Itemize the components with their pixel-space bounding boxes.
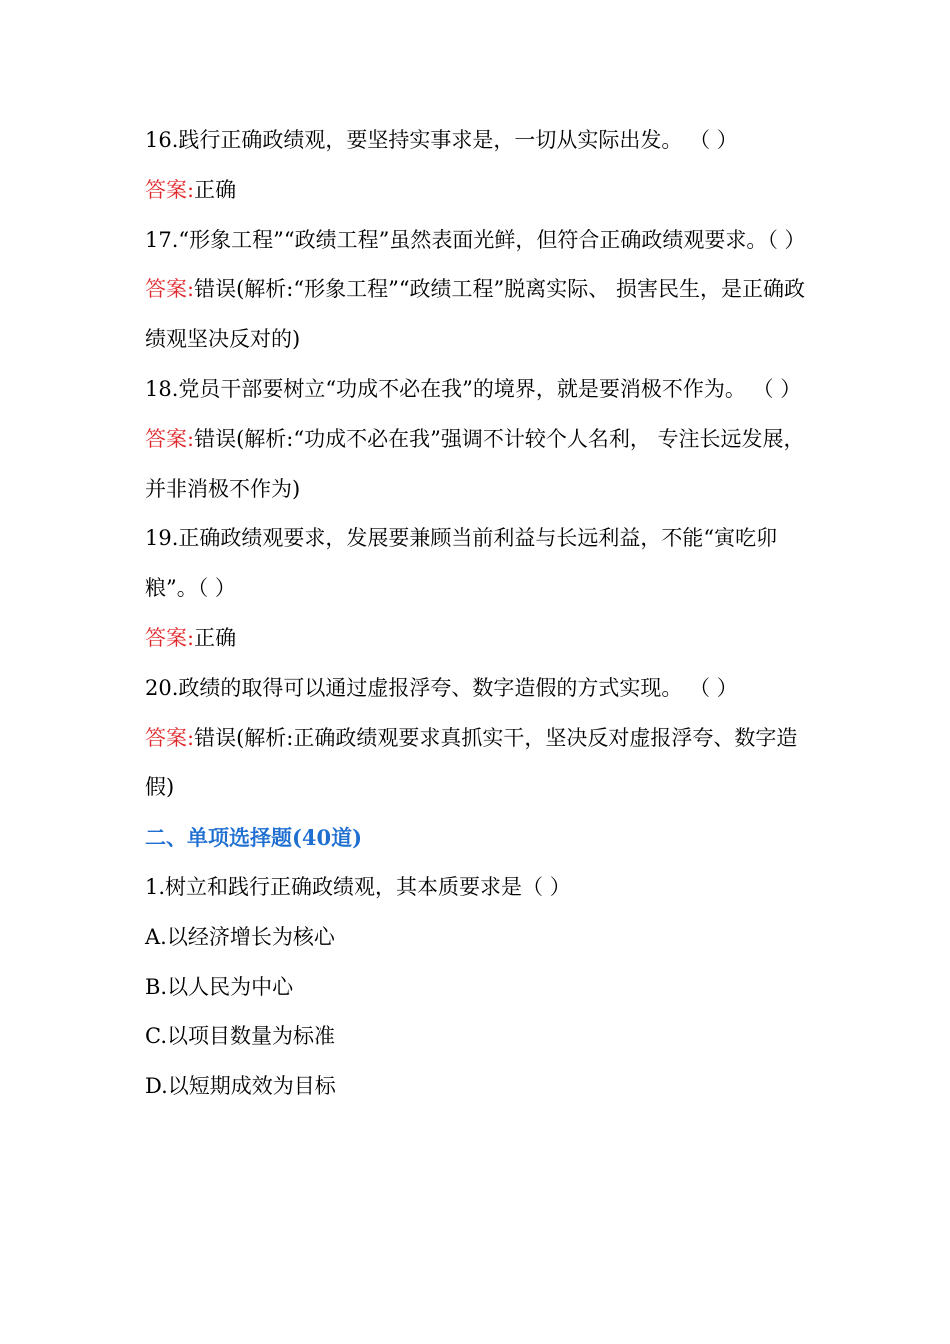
question-18: 18.党员干部要树立“功成不必在我”的境界，就是要消极不作为。 （ ）	[145, 376, 802, 401]
answer-text: 错误(解析:正确政绩观要求真抓实干，坚决反对虚报浮夸、数字造假)	[145, 725, 798, 800]
answer-text: 错误(解析:“功成不必在我”强调不计较个人名利， 专注长远发展，并非消极不作为)	[145, 426, 805, 501]
answer-label: 答案:	[145, 426, 195, 451]
question-16: 16.践行正确政绩观，要坚持实事求是，一切从实际出发。 （ ）	[145, 128, 738, 152]
question-19: 19.正确政绩观要求，发展要兼顾当前利益与长远利益，不能“寅吃卯粮”。（ ）	[145, 526, 778, 601]
document-page	[145, 116, 817, 1112]
mcq-option-a: A.以经济增长为核心	[145, 924, 335, 949]
answer-text: 正确	[194, 625, 237, 650]
answer-label: 答案:	[145, 277, 195, 302]
question-17: 17.“形象工程”“政绩工程”虽然表面光鲜，但符合正确政绩观要求。（ ）	[145, 227, 806, 252]
answer-label: 答案:	[145, 177, 195, 202]
answer-18	[145, 415, 817, 515]
mcq-option-c: C.以项目数量为标准	[145, 1024, 335, 1049]
question-20: 20.政绩的取得可以通过虚报浮夸、数字造假的方式实现。 （ ）	[145, 675, 738, 700]
answer-19	[145, 614, 817, 664]
mcq-option-b: B.以人民为中心	[145, 974, 294, 999]
answer-20	[145, 714, 817, 814]
answer-text: 错误(解析:“形象工程”“政绩工程”脱离实际、 损害民生，是正确政绩观坚决反对的)	[145, 277, 805, 352]
mcq-question-1: 1.树立和践行正确政绩观，其本质要求是（ ）	[145, 874, 571, 899]
section-title: 二、单项选择题(40道)	[145, 825, 363, 851]
answer-label: 答案:	[145, 725, 195, 750]
mcq-option-d: D.以短期成效为目标	[145, 1074, 336, 1099]
answer-text: 正确	[194, 177, 237, 202]
answer-17	[145, 265, 817, 365]
answer-16	[145, 166, 817, 216]
answer-label: 答案:	[145, 625, 195, 650]
